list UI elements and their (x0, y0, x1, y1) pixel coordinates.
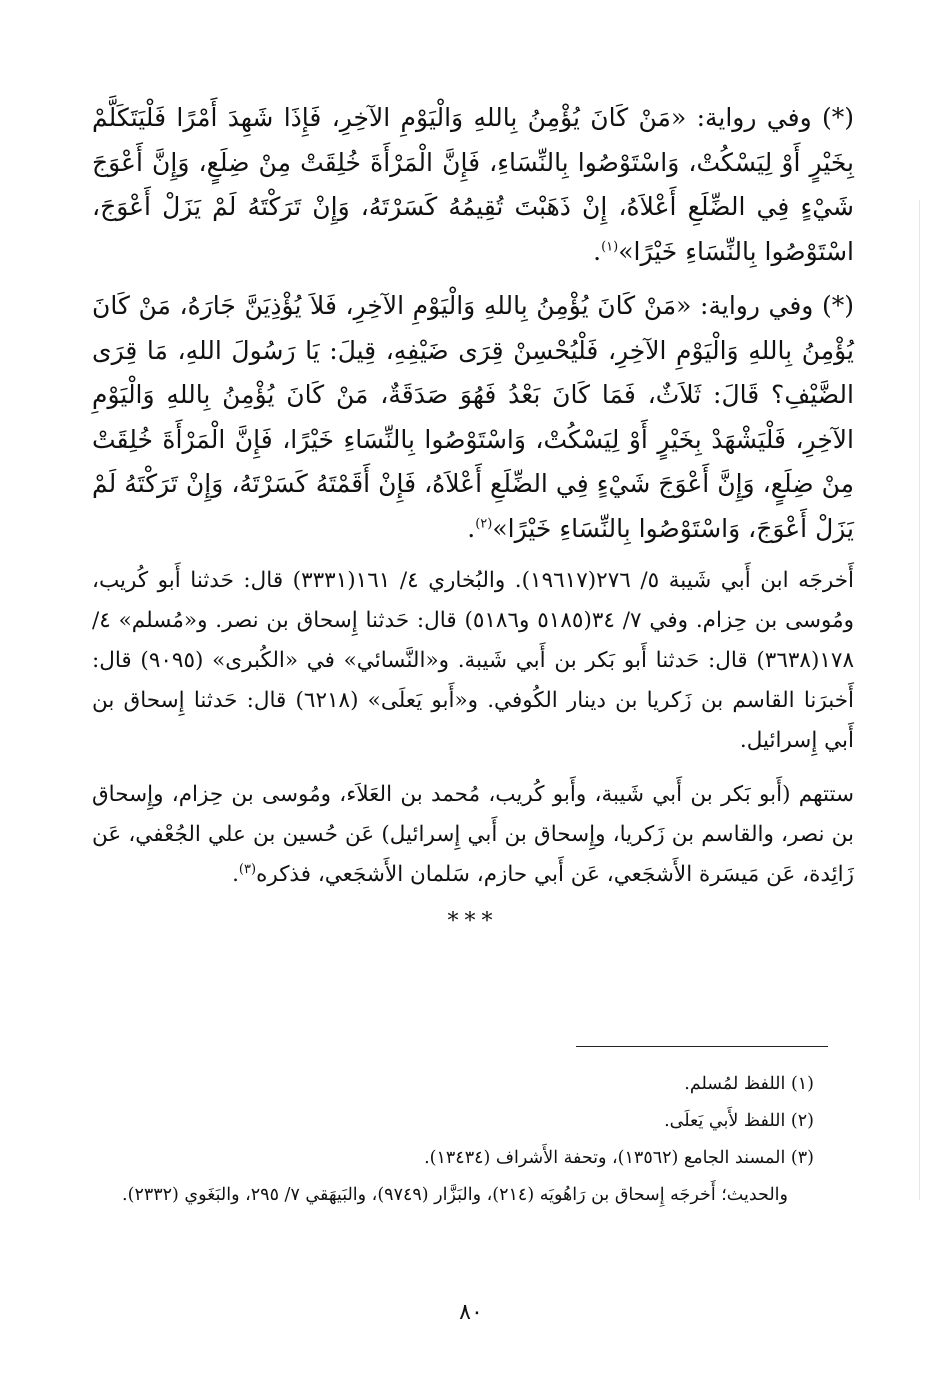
main-text (92, 96, 854, 949)
footnote-ref-2[interactable]: (٢) (475, 516, 493, 532)
takhrij-paragraph: أَخرجَه ابن أَبي شَيبة ٥/ ٢٧٦(١٩٦١٧). والبُخاري ٤/ ١٦١(٣٣٣١) قال: حَدثنا أَبو كُريب، ومُوسى بن حِزام. وفي ٧/ ٣٤(٥١٨٥ و٥١٨٦) قال: حَدثنا إِسحاق بن نصر. و«مُسلم» ٤/ ١٧٨(٣٦٣٨) قال: حَدثنا أَبو بَكر بن أَبي شَيبة. و«النَّسائي» في «الكُبرى» (٩٠٩٥) قال: أَخبرَنا القاسم بن زَكريا بن دينار الكُوفي. و«أَبو يَعلَى» (٦٢١٨) قال: حَدثنا إِسحاق بن أَبي إِسرائيل. (92, 568, 855, 753)
footnote-ref-3[interactable]: (٣) (238, 861, 257, 877)
page-number: ٨٠ (459, 1300, 483, 1325)
hadith-narration-2: (*) وفي رواية: «مَنْ كَانَ يُؤْمِنُ بِاللهِ وَالْيَوْمِ الآخِرِ، فَلاَ يُؤْذِيَنَّ جَارَهُ، مَنْ كَانَ يُؤْمِنُ بِاللهِ وَالْيَوْمِ الآخِرِ، فَلْيُحْسِنْ قِرَى ضَيْفِهِ، قِيلَ: يَا رَسُولَ اللهِ، مَا قِرَى الضَّيْفِ؟ قَالَ: ثَلاَثٌ، فَمَا كَانَ بَعْدُ فَهُوَ صَدَقَةٌ، مَنْ كَانَ يُؤْمِنُ بِاللهِ وَالْيَوْمِ الآخِرِ، فَلْيَشْهَدْ بِخَيْرٍ أَوْ لِيَسْكُتْ، وَاسْتَوْصُوا بِالنِّسَاءِ خَيْرًا، فَإِنَّ الْمَرْأَةَ خُلِقَتْ مِنْ ضِلَعٍ، وَإِنَّ أَعْوَجَ شَيْءٍ فِي الضِّلَعِ أَعْلاَهُ، فَإِنْ أَقَمْتَهُ كَسَرْتَهُ، وَإِنْ تَرَكْتَهُ لَمْ يَزَلْ أَعْوَجَ، وَاسْتَوْصُوا بِالنِّسَاءِ خَيْرًا»$^{(٢)}$. (92, 291, 855, 543)
isnad-paragraph: ستتهم (أَبو بَكر بن أَبي شَيبة، وأَبو كُريب، مُحمد بن العَلاَء، ومُوسى بن حِزام، وإِسحاق بن نصر، والقاسم بن زَكريا، وإِسحاق بن أَبي إِسرائيل) عَن حُسين بن علي الجُعْفي، عَن زَائِدة، عَن مَيسَرة الأَشجَعي، عَن أَبي حازم، سَلمان الأَشجَعي، فذكره$^{(٣)}$. (92, 782, 854, 887)
hadith-narration-1: (*) وفي رواية: «مَنْ كَانَ يُؤْمِنُ بِاللهِ وَالْيَوْمِ الآخِرِ، فَإِذَا شَهِدَ أَمْرًا فَلْيَتَكَلَّمْ بِخَيْرٍ أَوْ لِيَسْكُتْ، وَاسْتَوْصُوا بِالنِّسَاءِ، فَإِنَّ الْمَرْأَةَ خُلِقَتْ مِنْ ضِلَعٍ، وَإِنَّ أَعْوَجَ شَيْءٍ فِي الضِّلَعِ أَعْلاَهُ، إِنْ ذَهَبْتَ تُقِيمُهُ كَسَرْتَهُ، وَإِنْ تَرَكْتَهُ لَمْ يَزَلْ أَعْوَجَ، اسْتَوْصُوا بِالنِّسَاءِ خَيْرًا»$^{(١)}$. (92, 103, 854, 266)
footnote-1: (١) اللفظ لمُسلم. (684, 1074, 814, 1094)
footnotes (92, 1066, 814, 1214)
scan-edge-mark (919, 200, 920, 1200)
footnote-divider (576, 1046, 828, 1047)
footnote-3-continuation: والحديث؛ أَخرجَه إِسحاق بن رَاهُويَه (٢١٤)، والبَزَّار (٩٧٤٩)، والبَيهَقي ٧/ ٢٩٥، والبَغَوي (٢٣٣٢). (122, 1185, 788, 1205)
footnote-3: (٣) المسند الجامع (١٣٥٦٢)، وتحفة الأَشراف (١٣٤٣٤). (424, 1148, 814, 1168)
section-separator: *** (447, 909, 499, 934)
footnote-ref-1[interactable]: (١) (601, 239, 619, 255)
footnote-2: (٢) اللفظ لأَبي يَعلَى. (664, 1111, 814, 1131)
